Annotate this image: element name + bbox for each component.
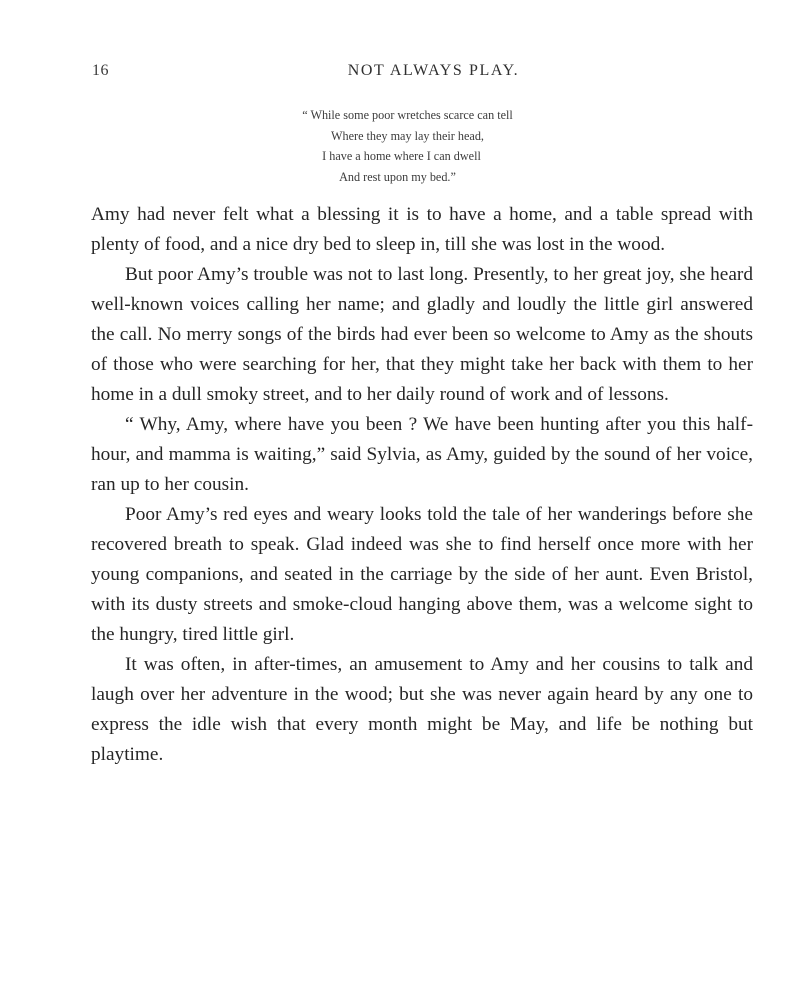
page-header (92, 62, 755, 86)
body-text (91, 200, 753, 770)
verse-line: And rest upon my bed.” (339, 169, 456, 184)
running-title: NOT ALWAYS PLAY. (347, 62, 520, 79)
paragraph: Poor Amy’s red eyes and weary looks told the tale of her wanderings before she recovered breath to speak. Glad indeed was she to find herself once more with her young companions, and seated in the carriage by the side of her aunt. Even Bristol, with its dusty streets and smoke-cloud hanging above them, was a welcome sight to the hungry, tired little girl. (91, 504, 753, 645)
paragraph: Amy had never felt what a blessing it is to have a home, and a table spread with plenty of food, and a nice dry bed to sleep in, till she was lost in the wood. (91, 204, 753, 255)
verse-line: Where they may lay their head, (331, 128, 484, 143)
paragraph: “ Why, Amy, where have you been ? We have been hunting after you this half-hour, and mamma is waiting,” said Sylvia, as Amy, guided by the sound of her voice, ran up to her cousin. (91, 414, 753, 495)
verse-line: I have a home where I can dwell (322, 149, 481, 163)
verse-epigraph (0, 105, 795, 187)
paragraph: But poor Amy’s trouble was not to last long. Presently, to her great joy, she heard well-known voices calling her name; and gladly and loudly the little girl answered the call. No merry songs of the birds had ever been so welcome to Amy as the shouts of those who were searching for her, that they might take her back with them to her home in a dull smoky street, and to her daily round of work and of lessons. (91, 264, 753, 405)
verse-line: “ While some poor wretches scarce can tell (302, 108, 513, 122)
paragraph: It was often, in after-times, an amusement to Amy and her cousins to talk and laugh over her adventure in the wood; but she was never again heard by any one to express the idle wish that every month might be May, and life be nothing but playtime. (91, 654, 753, 765)
page-number: 16 (92, 62, 109, 79)
